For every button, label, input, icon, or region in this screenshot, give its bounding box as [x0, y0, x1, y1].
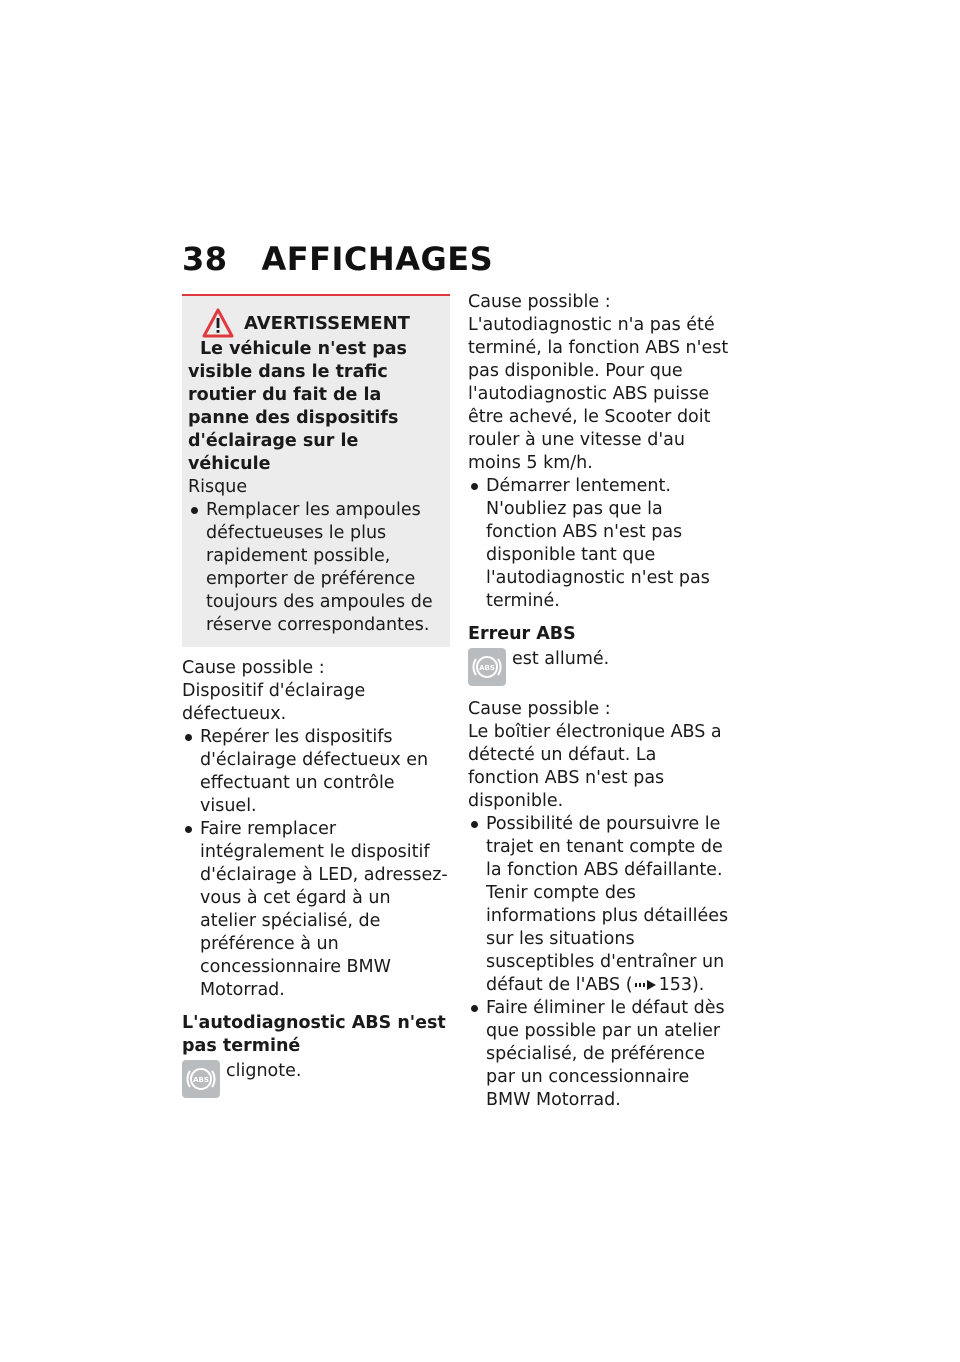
section-title: AFFICHAGES	[261, 240, 494, 278]
right-column	[468, 291, 730, 1112]
left-column	[182, 294, 450, 1098]
list-item	[468, 813, 730, 997]
svg-text:ABS: ABS	[479, 664, 495, 672]
abs-error-bullets	[468, 813, 730, 1112]
page-reference-number: 153	[658, 975, 692, 995]
page-header	[182, 240, 493, 278]
abs-warning-icon	[182, 1060, 220, 1098]
warning-box	[182, 294, 450, 647]
abs-error-indicator	[468, 648, 730, 686]
abs-selftest-bullets	[468, 475, 730, 613]
lighting-bullets	[182, 726, 450, 1002]
abs-selftest-indicator	[182, 1060, 450, 1098]
cause-text: L'autodiagnostic n'a pas été terminé, la fonction ABS n'est pas disponible. Pour que l'autodiagnostic ABS puisse être achevé, le Scooter doit rouler à une vitesse d'au moins 5 km/h.	[468, 315, 729, 473]
cause-text: Le boîtier électronique ABS a détecté un défaut. La fonction ABS n'est pas disponible.	[468, 722, 722, 811]
svg-text:ABS: ABS	[193, 1076, 209, 1084]
abs-error-title: Erreur ABS	[468, 624, 576, 644]
abs-selftest-title: L'autodiagnostic ABS n'est pas terminé	[182, 1013, 446, 1056]
indicator-state: est allumé.	[512, 649, 610, 669]
warning-title: AVERTISSEMENT	[244, 312, 410, 334]
warning-bullets	[188, 499, 444, 637]
cause-label: Cause possible :	[468, 292, 611, 312]
page-number: 38	[182, 240, 228, 278]
cause-label: Cause possible :	[182, 658, 325, 678]
warning-subject: Le véhicule n'est pas visible dans le trafic routier du fait de la panne des dispositifs d'éclairage sur le véhicule	[188, 339, 407, 474]
cause-text: Dispositif d'éclairage défectueux.	[182, 681, 366, 724]
cause-label: Cause possible :	[468, 699, 611, 719]
list-item: Démarrer lentement. N'oubliez pas que la fonction ABS n'est pas disponible tant que l'autodiagnostic n'est pas terminé.	[468, 475, 730, 613]
arrow-right-icon	[635, 979, 657, 991]
list-item: Repérer les dispositifs d'éclairage défectueux en effectuant un contrôle visuel.	[182, 726, 450, 818]
warning-header	[202, 308, 444, 338]
list-item: Remplacer les ampoules défectueuses le plus rapidement possible, emporter de préférence toujours des ampoules de réserve correspondantes.	[188, 499, 444, 637]
list-item: Faire éliminer le défaut dès que possible par un atelier spécialisé, de préférence par un concessionnaire BMW Motorrad.	[468, 997, 730, 1112]
bullet-text: Possibilité de poursuivre le trajet en tenant compte de la fonction ABS défaillante. Tenir compte des informations plus détaillées sur les situations susceptibles d'entraîner un défaut de l'ABS	[486, 814, 729, 995]
page-reference[interactable]: ( 153).	[625, 975, 705, 995]
list-item: Faire remplacer intégralement le dispositif d'éclairage à LED, adressez-vous à cet égard à un atelier spécialisé, de préférence à un concessionnaire BMW Motorrad.	[182, 818, 450, 1002]
abs-warning-icon	[468, 648, 506, 686]
warning-triangle-icon	[202, 308, 234, 338]
indicator-state: clignote.	[226, 1061, 302, 1081]
risk-label: Risque	[188, 477, 248, 497]
